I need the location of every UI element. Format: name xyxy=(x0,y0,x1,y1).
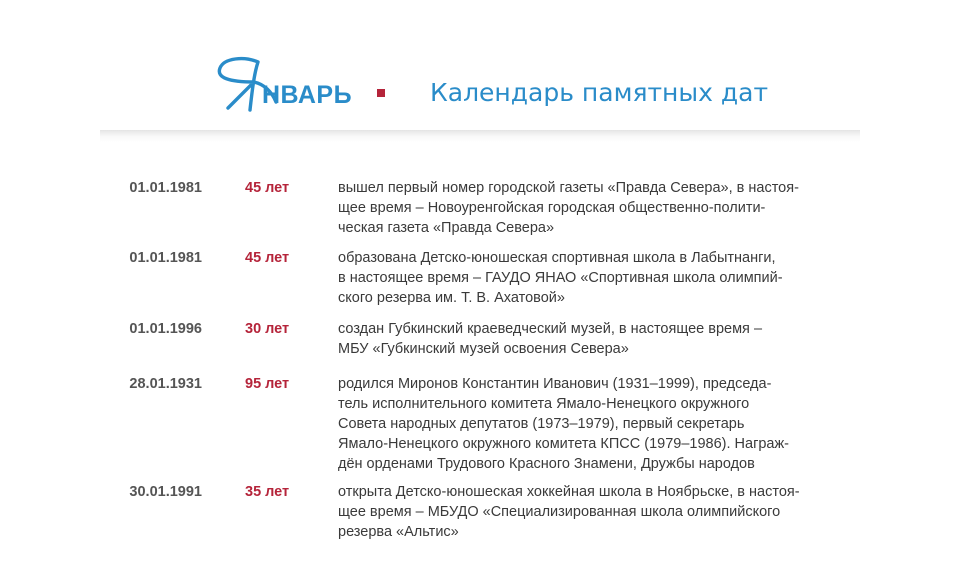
entry-description: вышел первый номер городской газеты «Правда Севера», в настоя- щее время – Новоуренгойская городская общественно-полити- ческая газета «Правда Севера» xyxy=(338,180,799,236)
entry-date: 28.01.1931 xyxy=(129,376,202,392)
entry-description: родился Миронов Константин Иванович (1931–1999), председа- тель исполнительного комитета Ямало-Ненецкого окружного Совета народных депутатов (1973–1979), первый секретарь Ямало-Ненецкого окружного комитета КПСС (1979–1986). Награж- дён орденами Трудового Красного Знамени, Дружбы народов xyxy=(338,376,790,472)
entry-anniversary: 45 лет xyxy=(245,180,290,196)
entry-date: 30.01.1991 xyxy=(129,484,202,500)
header-divider xyxy=(100,130,860,142)
entry-anniversary: 45 лет xyxy=(245,250,290,266)
entry-date: 01.01.1981 xyxy=(129,250,202,266)
header-bullet xyxy=(377,89,385,97)
month-name-rest: НВАРЬ xyxy=(262,81,353,109)
page-title: Календарь памятных дат xyxy=(430,78,769,107)
entry-date: 01.01.1996 xyxy=(129,321,202,337)
entry-anniversary: 35 лет xyxy=(245,484,290,500)
entry-anniversary: 30 лет xyxy=(245,321,290,337)
entry-description: образована Детско-юношеская спортивная школа в Лабытнанги, в настоящее время – ГАУДО ЯНАО «Спортивная школа олимпий- ского резерва им. Т. В. Ахатовой» xyxy=(338,250,783,306)
entry-date: 01.01.1981 xyxy=(129,180,202,196)
entry-description: создан Губкинский краеведческий музей, в настоящее время – МБУ «Губкинский музей освоения Севера» xyxy=(338,321,763,357)
page-header xyxy=(0,0,960,130)
entry-anniversary: 95 лет xyxy=(245,376,290,392)
entry-description: открыта Детско-юношеская хоккейная школа в Ноябрьске, в настоя- щее время – МБУДО «Специализированная школа олимпийского резерва «Альтис» xyxy=(338,484,800,540)
